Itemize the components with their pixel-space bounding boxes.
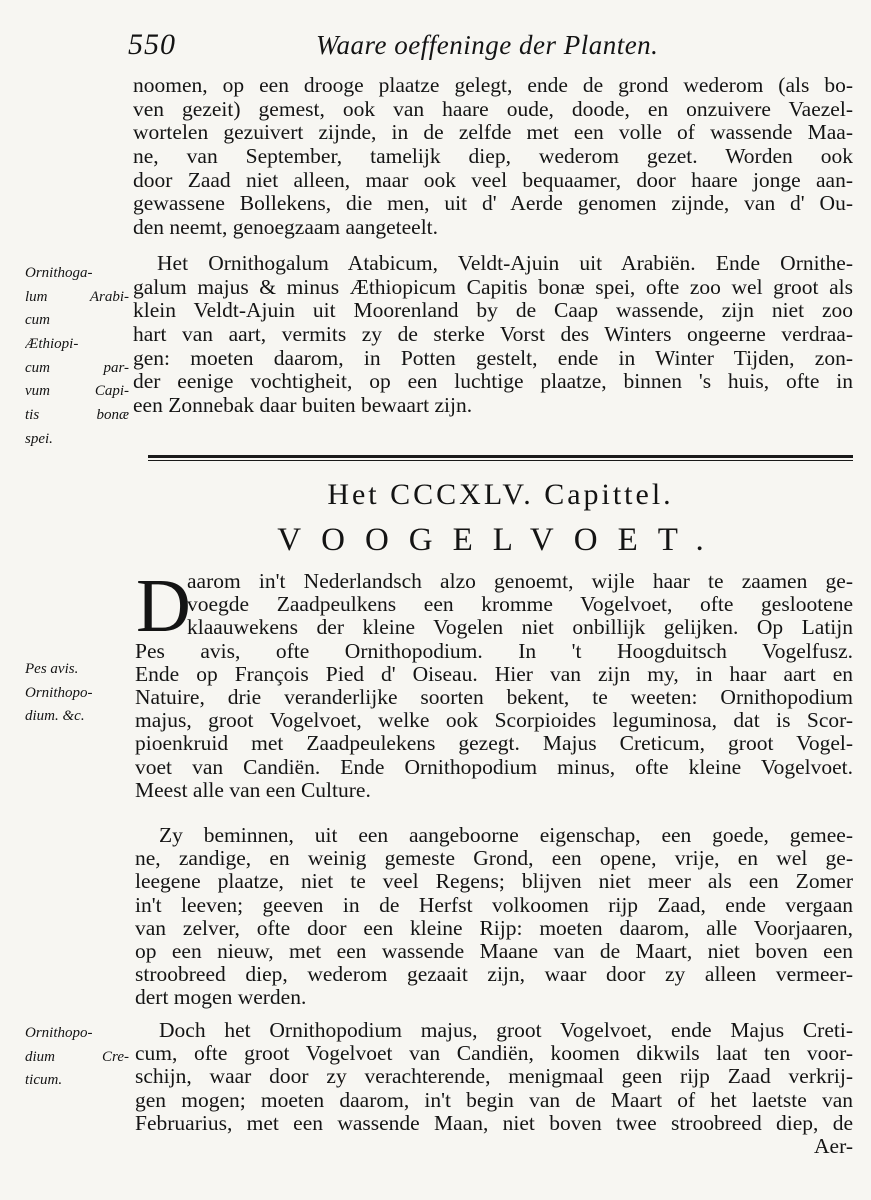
drop-cap: D	[136, 564, 191, 648]
margin-line: dium. &c.	[25, 708, 85, 725]
text-line: hart van aart, vermits zy de sterke Vorst des Winters ongeerne verdraa-	[133, 323, 853, 347]
text-line: op een nieuw, met een wassende Maane van de Maart, niet boven een	[135, 939, 853, 963]
text-line: der eenige vochtigheit, op een luchtige plaatze, binnen 's huis, ofte in	[133, 370, 853, 394]
page-header	[128, 28, 848, 68]
text-line: Doch het Ornithopodium majus, groot Vogelvoet, ende Majus Creti-	[159, 1019, 853, 1042]
text-line: dert mogen werden.	[135, 986, 307, 1010]
text-line: gewassene Bollekens, die men, uit d' Aerde genomen zijnde, van d' Ou-	[133, 192, 853, 216]
paragraph-continuation	[133, 74, 853, 240]
margin-line: dium Cre-	[25, 1048, 129, 1065]
margin-line: Ornithopo-	[25, 684, 93, 701]
section-rule	[148, 455, 853, 458]
margin-note-creticum	[25, 1022, 129, 1093]
margin-line: Ornithoga-	[25, 265, 93, 281]
text-line: in't leeven; geeven in de Herfst volkoomen rijp Zaad, ende vergaan	[135, 893, 853, 917]
margin-line: cum	[25, 312, 50, 329]
margin-line: Ornithopo-	[25, 1025, 93, 1041]
margin-note-pes-avis	[25, 658, 129, 729]
text-line: Ende op François Pied d' Oiseau. Hier van zijn my, in haar aart en	[135, 662, 853, 686]
text-line: noomen, op een drooge plaatze gelegt, ende de grond wederom (als bo-	[133, 74, 853, 97]
margin-line: Pes avis.	[25, 661, 79, 677]
text-line: leegene plaatze, niet te veel Regens; blijven niet meer als een Zomer	[135, 870, 853, 894]
text-line: klein Veldt-Ajuin uit Moorenland by de Caap wassende, zijn niet zoo	[133, 299, 853, 323]
text-line: een Zonnebak daar buiten bewaart zijn.	[133, 394, 473, 418]
text-line: ven gezeit) gemest, ook van haare oude, doode, en onzuivere Vaezel-	[133, 97, 853, 121]
text-line: stroobreed diep, wederom gezaait zijn, waar door zy alleen vermeer-	[135, 963, 853, 987]
text-line: Zy beminnen, uit een aangeboorne eigenschap, een goede, gemee-	[159, 824, 853, 847]
text-line: Februarius, met een wassende Maan, niet boven twee stroobreed diep, de	[135, 1111, 853, 1135]
text-line: pioenkruid met Zaadpeulekens gezegt. Majus Creticum, groot Vogel-	[135, 732, 853, 756]
text-line: Pes avis, ofte Ornithopodium. In 't Hoogduitsch Vogelfusz.	[135, 639, 853, 663]
running-title: Waare oeffeninge der Planten.	[316, 30, 659, 60]
paragraph-intro	[135, 564, 853, 802]
text-line: door Zaad niet alleen, maar ook veel bequaamer, door haare jonge aan-	[133, 168, 853, 192]
text-line: cum, ofte groot Vogelvoet van Candiën, koomen dikwils laat ten voor-	[135, 1042, 853, 1066]
text-line: ne, van September, tamelijk diep, wederom gezet. Worden ook	[133, 145, 853, 169]
margin-line: spei.	[25, 430, 53, 447]
text-line: aarom in't Nederlandsch alzo genoemt, wijle haar te zaamen ge-	[187, 570, 853, 593]
text-line: voet van Candiën. Ende Ornithopodium minus, ofte kleine Vogelvoet.	[135, 755, 853, 779]
text-line: van zelver, ofte door een kleine Rijp: moeten daarom, alle Voorjaaren,	[135, 916, 853, 940]
text-line: Natuire, drie veranderlijke soorten bekent, te weeten: Ornithopodium	[135, 685, 853, 709]
text-line: schijn, waar door zy verachterende, menigmaal geen rijp Zaad verkrij-	[135, 1065, 853, 1089]
text-line: gen: moeten daarom, in Potten gestelt, ende in Winter Tijden, zon-	[133, 346, 853, 370]
text-line: voegde Zaadpeulkens een kromme Vogelvoet, ofte geslootene	[187, 593, 853, 617]
page-number: 550	[128, 28, 176, 61]
margin-line: lum Arabi-	[25, 288, 129, 305]
text-line: gen mogen; moeten daarom, in't begin van de Maart of het laetste van	[135, 1088, 853, 1112]
chapter-number: Het CCCXLV. Capittel.	[327, 478, 674, 511]
margin-line: vum Capi-	[25, 383, 129, 400]
margin-line: ticum.	[25, 1072, 63, 1089]
margin-line: cum par-	[25, 359, 129, 376]
text-line: den neemt, genoegzaam aangeteelt.	[133, 216, 439, 240]
section-rule-thin	[148, 460, 853, 461]
paragraph-majus	[135, 1019, 853, 1158]
text-line: klaauwekens der kleine Vogelen niet onbillijk gelijken. Op Latijn	[187, 616, 853, 640]
margin-line: tis bonæ	[25, 407, 129, 424]
text-line: majus, groot Vogelvoet, welke ook Scorpioides leguminosa, dat is Scor-	[135, 709, 853, 733]
paragraph-culture	[135, 824, 853, 1010]
catchword: Aer-	[814, 1134, 853, 1158]
text-line: Het Ornithogalum Atabicum, Veldt-Ajuin uit Arabiën. Ende Ornithe-	[157, 252, 853, 275]
text-line: Meest alle van een Culture.	[135, 778, 371, 802]
text-line: ne, zandige, en weinig gemeste Grond, een opene, vrije, en wel ge-	[135, 847, 853, 871]
paragraph-ornithogalum	[133, 252, 853, 418]
text-line: wortelen gezuivert zijnde, in de zelfde met een volle of wassende Maa-	[133, 121, 853, 145]
margin-note-ornithogalum	[25, 262, 129, 452]
chapter-title: VOOGELVOET.	[277, 522, 724, 558]
margin-line: Æthiopi-	[25, 336, 79, 353]
text-line: galum majus & minus Æthiopicum Capitis bonæ spei, ofte zoo wel groot als	[133, 275, 853, 299]
